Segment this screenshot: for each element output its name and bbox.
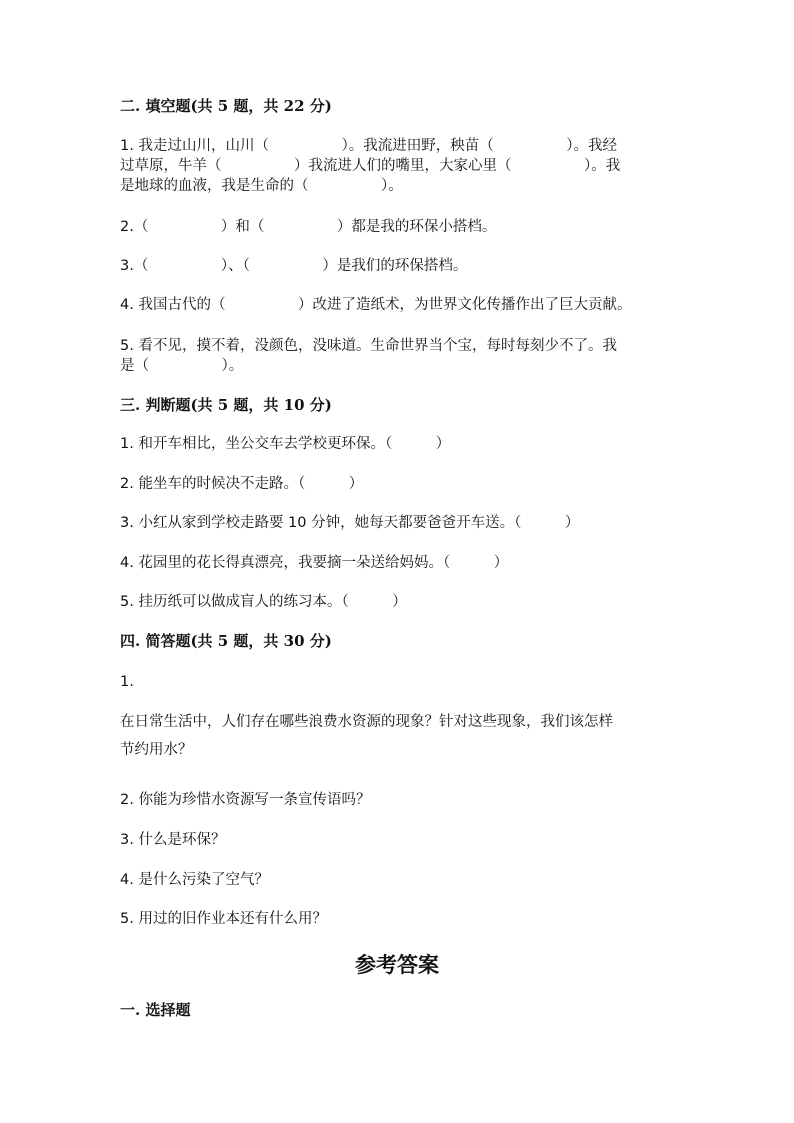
question-line: 过草原，牛羊（ ）我流进人们的嘴里，大家心里（ ）。我: [120, 158, 621, 174]
true-false-question-5: 5. 挂历纸可以做成盲人的练习本。（ ）: [120, 594, 407, 610]
true-false-question-3: 3. 小红从家到学校走路要 10 分钟，她每天都要爸爸开车送。（ ）: [120, 515, 580, 531]
fill-blank-question-3: 3.（ ）、（ ）是我们的环保搭档。: [120, 258, 468, 274]
fill-blank-question-1: [120, 136, 670, 196]
true-false-question-2: 2. 能坐车的时候决不走路。（ ）: [120, 476, 364, 492]
section-heading-true-false: 三. 判断题(共 5 题，共 10 分): [120, 396, 332, 414]
question-line: 在日常生活中，人们存在哪些浪费水资源的现象？针对这些现象，我们该怎样: [120, 714, 613, 730]
short-answer-question-2: 2. 你能为珍惜水资源写一条宣传语吗？: [120, 792, 371, 808]
question-line: 5. 看不见，摸不着，没颜色，没味道。生命世界当个宝，每时每刻少不了。我: [120, 338, 617, 354]
fill-blank-question-2: 2.（ ）和（ ）都是我的环保小搭档。: [120, 219, 497, 235]
true-false-question-4: 4. 花园里的花长得真漂亮，我要摘一朵送给妈妈。（ ）: [120, 555, 509, 571]
short-answer-question-3: 3. 什么是环保？: [120, 832, 226, 848]
short-answer-question-5: 5. 用过的旧作业本还有什么用？: [120, 911, 327, 927]
section-heading-short-answer: 四. 简答题(共 5 题，共 30 分): [120, 632, 332, 650]
short-answer-question-4: 4. 是什么污染了空气？: [120, 872, 269, 888]
answers-title: 参考答案: [355, 952, 439, 977]
section-heading-fill-blank: 二. 填空题(共 5 题，共 22 分): [120, 97, 332, 115]
fill-blank-question-5: [120, 336, 670, 376]
true-false-question-1: 1. 和开车相比，坐公交车去学校更环保。（ ）: [120, 436, 451, 452]
question-line: 是地球的血液，我是生命的（ ）。: [120, 178, 403, 194]
fill-blank-question-4: 4. 我国古代的（ ）改进了造纸术，为世界文化传播作出了巨大贡献。: [120, 297, 632, 313]
question-line: 1. 我走过山川，山川（ ）。我流进田野，秧苗（ ）。我经: [120, 138, 617, 154]
answers-section-heading: 一. 选择题: [120, 1001, 191, 1019]
short-answer-question-1: [120, 708, 670, 764]
short-answer-question-1-number: 1.: [120, 674, 134, 690]
question-line: 是（ ）。: [120, 358, 244, 374]
question-line: 节约用水？: [120, 742, 193, 758]
